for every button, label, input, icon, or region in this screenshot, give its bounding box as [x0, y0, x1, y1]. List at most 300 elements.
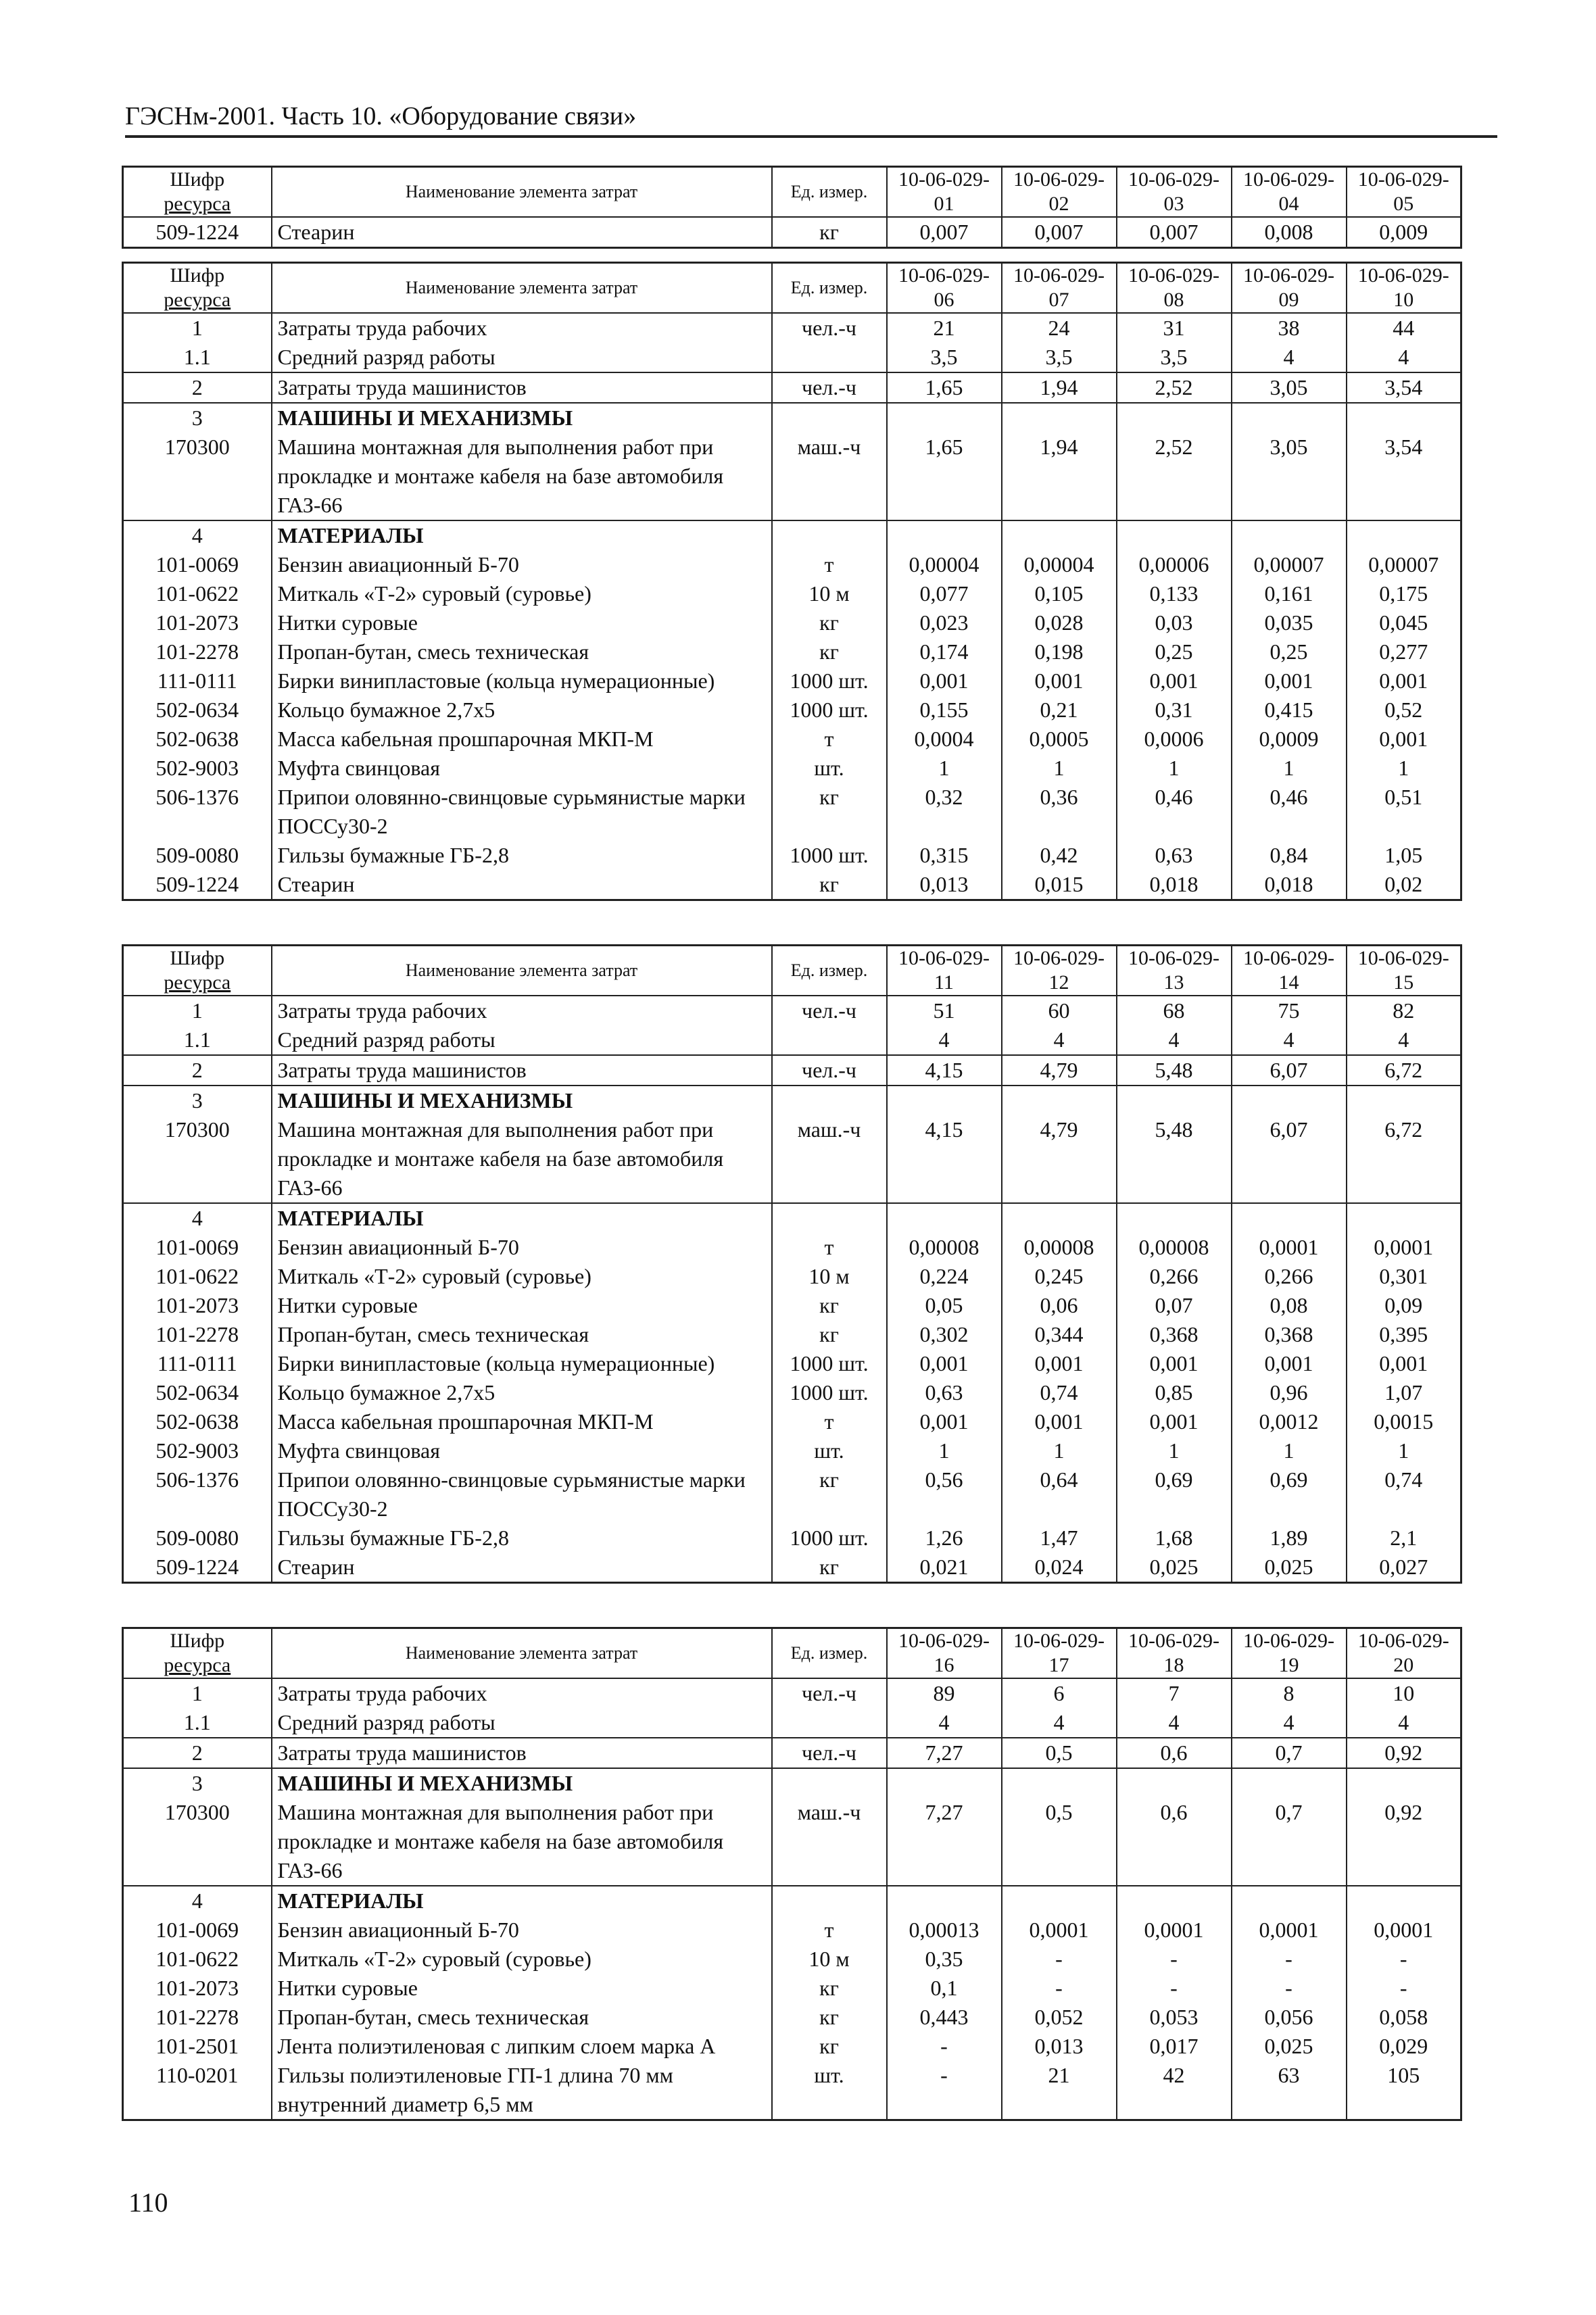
- unit-header: Ед. измер.: [772, 946, 887, 996]
- norm-value: [1117, 1203, 1232, 1233]
- resource-cipher: 4: [123, 520, 272, 550]
- table-row: [123, 1553, 1461, 1583]
- norm-code-header: 10-06-029-08: [1117, 263, 1232, 314]
- resource-cipher: 502-9003: [123, 754, 272, 783]
- resource-cipher: 1: [123, 1678, 272, 1708]
- norm-value: 0,0001: [1232, 1233, 1347, 1262]
- unit-of-measure: кг: [772, 608, 887, 637]
- table-row: [123, 1524, 1461, 1553]
- norm-value: -: [1347, 1945, 1461, 1974]
- norm-value: 4,15: [887, 1115, 1002, 1203]
- cost-element-name: Гильзы полиэтиленовые ГП-1 длина 70 мм внутренний диаметр 6,5 мм: [272, 2061, 772, 2120]
- unit-of-measure: кг: [772, 870, 887, 900]
- norm-value: 0,00006: [1117, 550, 1232, 579]
- resource-cipher: 4: [123, 1886, 272, 1916]
- resource-cipher: 1.1: [123, 1025, 272, 1055]
- norm-value: [887, 1886, 1002, 1916]
- resource-cipher: 509-1224: [123, 1553, 272, 1583]
- norm-value: 0,64: [1002, 1465, 1117, 1524]
- norm-value: 0,03: [1117, 608, 1232, 637]
- norm-value: 0,001: [887, 1407, 1002, 1436]
- table-row: [123, 1945, 1461, 1974]
- resource-cipher: 502-9003: [123, 1436, 272, 1465]
- norm-value: 2,1: [1347, 1524, 1461, 1553]
- resource-cipher: 3: [123, 1086, 272, 1115]
- norm-value: 0,0012: [1232, 1407, 1347, 1436]
- norm-value: 0,395: [1347, 1320, 1461, 1349]
- resource-cipher: 502-0634: [123, 1378, 272, 1407]
- table-row: [123, 1378, 1461, 1407]
- cost-element-name: Пропан-бутан, смесь техническая: [272, 637, 772, 666]
- unit-of-measure: чел.-ч: [772, 1678, 887, 1708]
- norm-value: [1002, 520, 1117, 550]
- resource-cipher: 170300: [123, 433, 272, 520]
- table-row: [123, 1055, 1461, 1086]
- norm-value: [1002, 1203, 1117, 1233]
- table-row: [123, 1203, 1461, 1233]
- resource-cipher: 509-0080: [123, 841, 272, 870]
- cipher-header: Шифр ресурса: [123, 1628, 272, 1679]
- norm-value: 1,94: [1002, 372, 1117, 403]
- norm-value: 6: [1002, 1678, 1117, 1708]
- norm-value: 1,65: [887, 372, 1002, 403]
- norm-code-header: 10-06-029-13: [1117, 946, 1232, 996]
- norm-value: 0,6: [1117, 1798, 1232, 1886]
- cost-element-name: Машина монтажная для выполнения работ при прокладке и монтаже кабеля на базе автомобиля ГАЗ-66: [272, 1115, 772, 1203]
- norm-value: 21: [1002, 2061, 1117, 2120]
- table-header-row: [123, 167, 1461, 218]
- unit-of-measure: кг: [772, 1465, 887, 1524]
- resource-cipher: 101-2278: [123, 637, 272, 666]
- norm-value: [1347, 1086, 1461, 1115]
- norm-value: 0,052: [1002, 2003, 1117, 2032]
- norm-value: 0,001: [1232, 1349, 1347, 1378]
- cost-element-name: Затраты труда машинистов: [272, 1738, 772, 1768]
- resource-cipher: 502-0634: [123, 696, 272, 725]
- norm-value: 0,301: [1347, 1262, 1461, 1291]
- unit-of-measure: кг: [772, 2003, 887, 2032]
- norm-value: [1347, 403, 1461, 433]
- table-row: [123, 372, 1461, 403]
- norm-value: 4: [887, 1025, 1002, 1055]
- norm-value: [887, 1086, 1002, 1115]
- unit-of-measure: чел.-ч: [772, 372, 887, 403]
- resource-cipher: 170300: [123, 1115, 272, 1203]
- norm-value: -: [887, 2061, 1002, 2120]
- norm-value: 2,52: [1117, 433, 1232, 520]
- cost-element-name: Кольцо бумажное 2,7х5: [272, 696, 772, 725]
- norm-value: 0,058: [1347, 2003, 1461, 2032]
- table-row: [123, 2032, 1461, 2061]
- table-row: [123, 1291, 1461, 1320]
- norm-value: 0,36: [1002, 783, 1117, 841]
- norm-value: 0,0001: [1347, 1233, 1461, 1262]
- cost-element-name: Стеарин: [272, 1553, 772, 1583]
- table-header-row: [123, 263, 1461, 314]
- norm-value: [1002, 1086, 1117, 1115]
- norm-value: 44: [1347, 313, 1461, 343]
- norm-value: 0,368: [1117, 1320, 1232, 1349]
- norm-value: 82: [1347, 996, 1461, 1025]
- resource-cipher: 502-0638: [123, 1407, 272, 1436]
- norm-value: 0,077: [887, 579, 1002, 608]
- norm-value: 38: [1232, 313, 1347, 343]
- norm-value: 0,007: [1002, 217, 1117, 248]
- norm-value: 6,72: [1347, 1115, 1461, 1203]
- norm-value: 0,42: [1002, 841, 1117, 870]
- resource-table-1: [122, 166, 1462, 249]
- unit-of-measure: [772, 520, 887, 550]
- table-row: [123, 1115, 1461, 1203]
- norm-value: 0,025: [1117, 1553, 1232, 1583]
- unit-of-measure: кг: [772, 1974, 887, 2003]
- norm-value: 0,053: [1117, 2003, 1232, 2032]
- table-row: [123, 343, 1461, 372]
- norm-value: 0,174: [887, 637, 1002, 666]
- cost-element-name: Масса кабельная прошпарочная МКП-М: [272, 1407, 772, 1436]
- norm-value: 0,415: [1232, 696, 1347, 725]
- norm-value: 7: [1117, 1678, 1232, 1708]
- resource-cipher: 111-0111: [123, 1349, 272, 1378]
- norm-value: 0,015: [1002, 870, 1117, 900]
- norm-value: 0,08: [1232, 1291, 1347, 1320]
- table-row: [123, 2061, 1461, 2120]
- cost-element-name: Стеарин: [272, 217, 772, 248]
- resource-cipher: 1: [123, 996, 272, 1025]
- unit-of-measure: [772, 403, 887, 433]
- norm-value: 0,161: [1232, 579, 1347, 608]
- cost-element-name: Гильзы бумажные ГБ-2,8: [272, 1524, 772, 1553]
- table-row: [123, 996, 1461, 1025]
- norm-value: 0,63: [887, 1378, 1002, 1407]
- table-row: [123, 1678, 1461, 1708]
- resource-cipher: 111-0111: [123, 666, 272, 696]
- unit-of-measure: чел.-ч: [772, 996, 887, 1025]
- unit-header: Ед. измер.: [772, 167, 887, 218]
- unit-of-measure: кг: [772, 637, 887, 666]
- norm-value: 6,72: [1347, 1055, 1461, 1086]
- norm-value: 0,69: [1117, 1465, 1232, 1524]
- resource-table-2: [122, 262, 1462, 901]
- norm-code-header: 10-06-029-05: [1347, 167, 1461, 218]
- norm-value: 0,277: [1347, 637, 1461, 666]
- unit-of-measure: т: [772, 725, 887, 754]
- norm-value: 1,47: [1002, 1524, 1117, 1553]
- resource-cipher: 101-0069: [123, 1233, 272, 1262]
- table-row: [123, 783, 1461, 841]
- norm-code-header: 10-06-029-02: [1002, 167, 1117, 218]
- norm-value: [1117, 1886, 1232, 1916]
- table-row: [123, 1025, 1461, 1055]
- cost-element-name: Затраты труда рабочих: [272, 996, 772, 1025]
- cost-element-name: Миткаль «Т-2» суровый (суровье): [272, 1262, 772, 1291]
- resource-cipher: 509-1224: [123, 217, 272, 248]
- table-row: [123, 666, 1461, 696]
- norm-value: 0,027: [1347, 1553, 1461, 1583]
- table-row: [123, 841, 1461, 870]
- norm-value: 1,68: [1117, 1524, 1232, 1553]
- norm-code-header: 10-06-029-09: [1232, 263, 1347, 314]
- resource-cipher: 101-2278: [123, 1320, 272, 1349]
- resource-cipher: 101-2073: [123, 608, 272, 637]
- cost-element-name: Припои оловянно-свинцовые сурьмянистые марки ПОССу30-2: [272, 1465, 772, 1524]
- norm-value: -: [1002, 1945, 1117, 1974]
- name-header: Наименование элемента затрат: [272, 1628, 772, 1679]
- unit-of-measure: кг: [772, 783, 887, 841]
- norm-value: 0,024: [1002, 1553, 1117, 1583]
- norm-value: 0,07: [1117, 1291, 1232, 1320]
- norm-value: 0,06: [1002, 1291, 1117, 1320]
- norm-code-header: 10-06-029-07: [1002, 263, 1117, 314]
- unit-of-measure: т: [772, 550, 887, 579]
- unit-of-measure: маш.-ч: [772, 1115, 887, 1203]
- norm-value: 0,018: [1117, 870, 1232, 900]
- norm-value: 0,315: [887, 841, 1002, 870]
- norm-value: 0,7: [1232, 1738, 1347, 1768]
- table-row: [123, 1320, 1461, 1349]
- name-header: Наименование элемента затрат: [272, 167, 772, 218]
- unit-of-measure: т: [772, 1407, 887, 1436]
- cost-element-name: Пропан-бутан, смесь техническая: [272, 1320, 772, 1349]
- norm-value: 3,5: [1002, 343, 1117, 372]
- cost-element-name: Средний разряд работы: [272, 1025, 772, 1055]
- table-row: [123, 520, 1461, 550]
- unit-of-measure: кг: [772, 1320, 887, 1349]
- cost-element-name: Муфта свинцовая: [272, 1436, 772, 1465]
- norm-value: 0,001: [1347, 1349, 1461, 1378]
- resource-cipher: 110-0201: [123, 2061, 272, 2120]
- table-row: [123, 1916, 1461, 1945]
- resource-cipher: 2: [123, 1738, 272, 1768]
- norm-value: 1,26: [887, 1524, 1002, 1553]
- resource-cipher: 3: [123, 403, 272, 433]
- norm-value: 6,07: [1232, 1055, 1347, 1086]
- norm-value: -: [887, 2032, 1002, 2061]
- norm-value: 1: [1002, 754, 1117, 783]
- resource-cipher: 3: [123, 1768, 272, 1798]
- cost-element-name: Пропан-бутан, смесь техническая: [272, 2003, 772, 2032]
- cost-element-name: Миткаль «Т-2» суровый (суровье): [272, 579, 772, 608]
- norm-value: 0,245: [1002, 1262, 1117, 1291]
- norm-value: 68: [1117, 996, 1232, 1025]
- norm-value: 0,00004: [1002, 550, 1117, 579]
- norm-value: [1347, 520, 1461, 550]
- norm-value: -: [1232, 1974, 1347, 2003]
- cost-element-name: Бирки винипластовые (кольца нумерационные): [272, 1349, 772, 1378]
- cipher-header: Шифр ресурса: [123, 263, 272, 314]
- cost-element-name: Средний разряд работы: [272, 1708, 772, 1738]
- norm-value: 0,001: [1232, 666, 1347, 696]
- norm-code-header: 10-06-029-12: [1002, 946, 1117, 996]
- norm-value: [1232, 1203, 1347, 1233]
- unit-header: Ед. измер.: [772, 263, 887, 314]
- norm-value: [1232, 1886, 1347, 1916]
- norm-value: 4: [1347, 1708, 1461, 1738]
- norm-value: 75: [1232, 996, 1347, 1025]
- cost-element-name: Затраты труда рабочих: [272, 313, 772, 343]
- norm-value: 0,001: [1002, 1349, 1117, 1378]
- unit-of-measure: 10 м: [772, 1262, 887, 1291]
- norm-value: 0,00007: [1232, 550, 1347, 579]
- unit-of-measure: [772, 343, 887, 372]
- unit-of-measure: шт.: [772, 2061, 887, 2120]
- cost-element-name: Бензин авиационный Б-70: [272, 1916, 772, 1945]
- cost-element-name: Машина монтажная для выполнения работ при прокладке и монтаже кабеля на базе автомобиля ГАЗ-66: [272, 1798, 772, 1886]
- resource-table-4: [122, 1627, 1462, 2121]
- norm-value: 0,7: [1232, 1798, 1347, 1886]
- resource-table-3: [122, 944, 1462, 1584]
- norm-value: 0,001: [887, 666, 1002, 696]
- norm-value: 0,302: [887, 1320, 1002, 1349]
- norm-value: 1,07: [1347, 1378, 1461, 1407]
- resource-cipher: 509-1224: [123, 870, 272, 900]
- unit-of-measure: 1000 шт.: [772, 1349, 887, 1378]
- table-row: [123, 403, 1461, 433]
- table-row: [123, 608, 1461, 637]
- cipher-header: Шифр ресурса: [123, 167, 272, 218]
- table-row: [123, 1233, 1461, 1262]
- norm-value: -: [1002, 1974, 1117, 2003]
- cost-element-name: Нитки суровые: [272, 1974, 772, 2003]
- norm-value: 4: [1117, 1708, 1232, 1738]
- norm-value: [887, 520, 1002, 550]
- cost-element-name: Машина монтажная для выполнения работ при прокладке и монтаже кабеля на базе автомобиля ГАЗ-66: [272, 433, 772, 520]
- norm-value: 7,27: [887, 1798, 1002, 1886]
- name-header: Наименование элемента затрат: [272, 946, 772, 996]
- norm-value: 0,0015: [1347, 1407, 1461, 1436]
- norm-value: 0,32: [887, 783, 1002, 841]
- norm-value: 0,155: [887, 696, 1002, 725]
- resource-cipher: 506-1376: [123, 783, 272, 841]
- norm-value: 0,00008: [887, 1233, 1002, 1262]
- norm-value: -: [1117, 1974, 1232, 2003]
- norm-value: 63: [1232, 2061, 1347, 2120]
- norm-value: -: [1232, 1945, 1347, 1974]
- unit-of-measure: [772, 1886, 887, 1916]
- cost-element-name: МАШИНЫ И МЕХАНИЗМЫ: [272, 1086, 772, 1115]
- norm-value: 0,266: [1232, 1262, 1347, 1291]
- norm-value: 4: [1232, 1025, 1347, 1055]
- norm-value: 0,045: [1347, 608, 1461, 637]
- norm-value: 0,0001: [1002, 1916, 1117, 1945]
- norm-value: 5,48: [1117, 1055, 1232, 1086]
- unit-of-measure: 1000 шт.: [772, 841, 887, 870]
- norm-value: [887, 403, 1002, 433]
- norm-value: 0,0005: [1002, 725, 1117, 754]
- table-row: [123, 1798, 1461, 1886]
- norm-value: 4,79: [1002, 1115, 1117, 1203]
- resource-cipher: 4: [123, 1203, 272, 1233]
- norm-value: 0,63: [1117, 841, 1232, 870]
- norm-value: [1347, 1768, 1461, 1798]
- norm-value: 4: [887, 1708, 1002, 1738]
- cost-element-name: МАШИНЫ И МЕХАНИЗМЫ: [272, 403, 772, 433]
- norm-value: 1: [887, 1436, 1002, 1465]
- name-header: Наименование элемента затрат: [272, 263, 772, 314]
- norm-value: 89: [887, 1678, 1002, 1708]
- table-row: [123, 1465, 1461, 1524]
- norm-value: -: [1117, 1945, 1232, 1974]
- table-row: [123, 1738, 1461, 1768]
- norm-value: 0,023: [887, 608, 1002, 637]
- resource-cipher: 101-0622: [123, 1262, 272, 1291]
- cost-element-name: Затраты труда машинистов: [272, 372, 772, 403]
- cost-element-name: Средний разряд работы: [272, 343, 772, 372]
- norm-value: [1002, 403, 1117, 433]
- resource-cipher: 502-0638: [123, 725, 272, 754]
- norm-value: 0,001: [1347, 725, 1461, 754]
- norm-value: 0,84: [1232, 841, 1347, 870]
- norm-value: 0,018: [1232, 870, 1347, 900]
- norm-value: 51: [887, 996, 1002, 1025]
- unit-of-measure: кг: [772, 1291, 887, 1320]
- resource-cipher: 1: [123, 313, 272, 343]
- unit-of-measure: 1000 шт.: [772, 696, 887, 725]
- norm-value: 0,013: [1002, 2032, 1117, 2061]
- norm-value: 0,001: [1002, 666, 1117, 696]
- norm-value: 0,175: [1347, 579, 1461, 608]
- norm-value: 0,001: [1117, 666, 1232, 696]
- norm-value: 0,1: [887, 1974, 1002, 2003]
- table-row: [123, 2003, 1461, 2032]
- norm-value: 4: [1002, 1025, 1117, 1055]
- resource-cipher: 1.1: [123, 343, 272, 372]
- resource-cipher: 101-0622: [123, 1945, 272, 1974]
- norm-value: 0,46: [1117, 783, 1232, 841]
- norm-value: 0,035: [1232, 608, 1347, 637]
- norm-value: 0,5: [1002, 1798, 1117, 1886]
- table-row: [123, 754, 1461, 783]
- table-row: [123, 1407, 1461, 1436]
- norm-value: 0,21: [1002, 696, 1117, 725]
- resource-cipher: 101-0622: [123, 579, 272, 608]
- norm-value: 3,05: [1232, 372, 1347, 403]
- table-row: [123, 696, 1461, 725]
- norm-value: -: [1347, 1974, 1461, 2003]
- norm-value: 0,266: [1117, 1262, 1232, 1291]
- resource-cipher: 101-0069: [123, 550, 272, 579]
- norm-value: 0,00007: [1347, 550, 1461, 579]
- norm-value: 3,5: [887, 343, 1002, 372]
- norm-code-header: 10-06-029-19: [1232, 1628, 1347, 1679]
- cost-element-name: Припои оловянно-свинцовые сурьмянистые марки ПОССу30-2: [272, 783, 772, 841]
- norm-value: 0,92: [1347, 1738, 1461, 1768]
- norm-value: 0,443: [887, 2003, 1002, 2032]
- resource-cipher: 101-0069: [123, 1916, 272, 1945]
- norm-value: 0,025: [1232, 1553, 1347, 1583]
- unit-of-measure: кг: [772, 2032, 887, 2061]
- norm-value: 4: [1232, 343, 1347, 372]
- norm-value: 0,02: [1347, 870, 1461, 900]
- norm-value: 31: [1117, 313, 1232, 343]
- norm-value: 2,52: [1117, 372, 1232, 403]
- table-header-row: [123, 946, 1461, 996]
- norm-value: 24: [1002, 313, 1117, 343]
- norm-code-header: 10-06-029-06: [887, 263, 1002, 314]
- norm-value: 0,025: [1232, 2032, 1347, 2061]
- norm-value: 1: [1232, 1436, 1347, 1465]
- norm-value: 0,001: [887, 1349, 1002, 1378]
- cost-element-name: Нитки суровые: [272, 608, 772, 637]
- resource-cipher: 101-2073: [123, 1291, 272, 1320]
- cost-element-name: Затраты труда рабочих: [272, 1678, 772, 1708]
- unit-of-measure: чел.-ч: [772, 1055, 887, 1086]
- unit-of-measure: шт.: [772, 754, 887, 783]
- norm-value: [1002, 1886, 1117, 1916]
- norm-value: 1,05: [1347, 841, 1461, 870]
- norm-value: 0,029: [1347, 2032, 1461, 2061]
- norm-value: [1117, 520, 1232, 550]
